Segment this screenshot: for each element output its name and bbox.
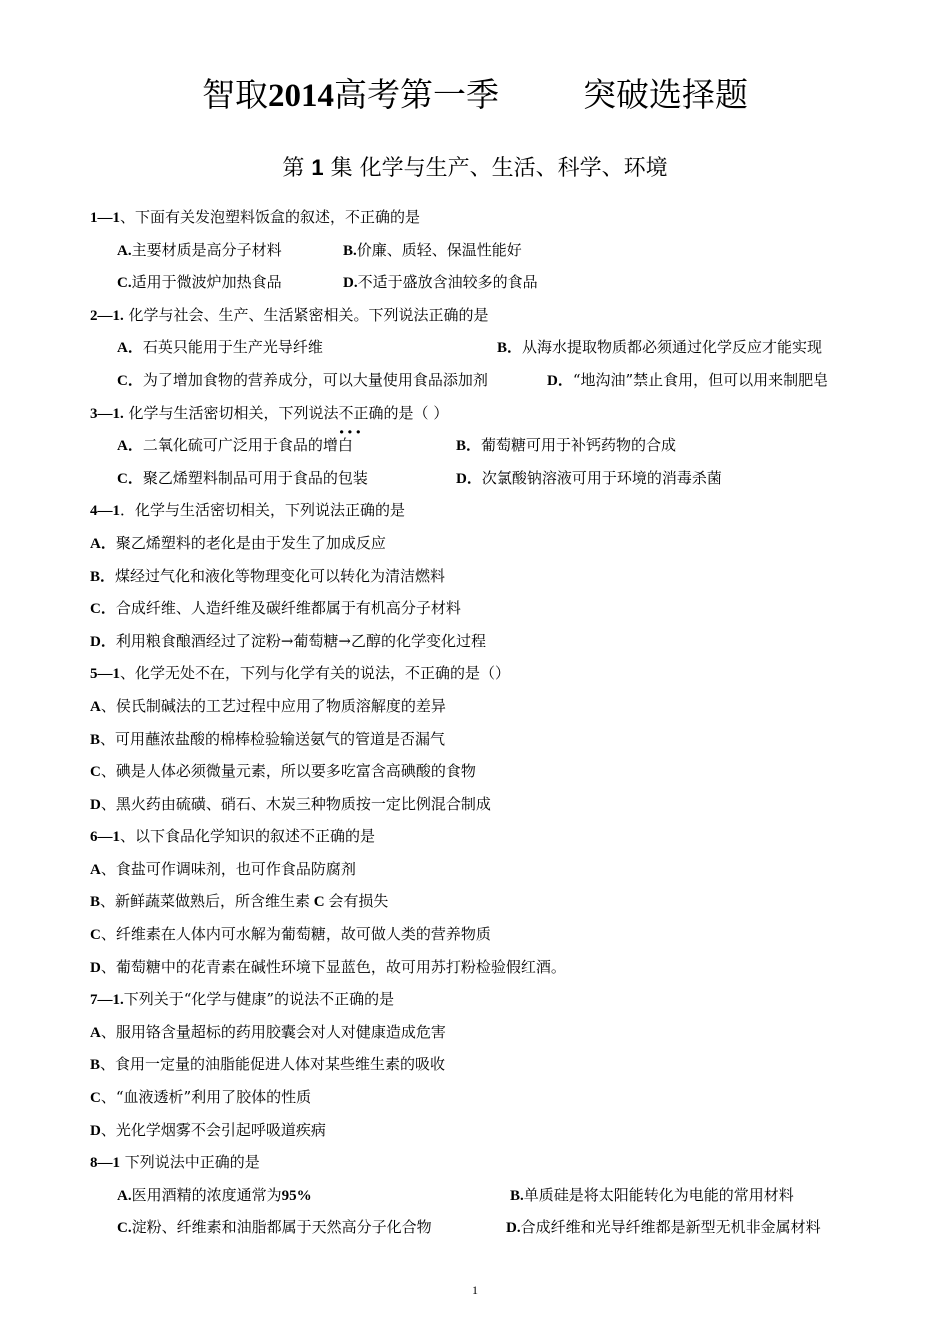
question-2-stem [90,299,890,332]
option-b: B、新鲜蔬菜做熟后，所含维生素 C 会有损失 [90,892,389,911]
question-text: 、化学无处不在，下列与化学有关的说法，不正确的是（） [120,664,511,683]
question-text: 下列说法中正确的是 [120,1153,260,1172]
question-2-options-row-2 [90,364,890,397]
question-text: 、下面有关发泡塑料饭盒的叙述，不正确的是 [120,208,421,226]
option-b: B．煤经过气化和液化等物理变化可以转化为清洁燃料 [90,566,446,585]
question-number: 8—1 [90,1155,120,1172]
question-text: 化学与社会、生产、生活紧密相关。下列说法正确的是 [123,305,489,324]
option-d: D.合成纤维和光导纤维都是新型无机非金属材料 [506,1218,821,1237]
question-text: 下列关于“化学与健康”的说法不正确的是 [123,990,395,1009]
option-a: A．聚乙烯塑料的老化是由于发生了加成反应 [90,533,386,552]
question-text: 、以下食品化学知识的叙述不正确的是 [120,827,376,846]
option-d: D、光化学烟雾不会引起呼吸道疾病 [90,1120,326,1139]
option-d: D．次氯酸钠溶液可用于环境的消毒杀菌 [456,468,722,487]
question-number: 5—1 [90,666,120,683]
question-7-stem [90,983,890,1016]
option-a: A．石英只能用于生产光导纤维 [117,338,323,357]
question-number: 3—1. [90,405,124,422]
option-b: B.价廉、质轻、保温性能好 [343,240,522,259]
option-b: B．从海水提取物质都必须通过化学反应才能实现 [497,338,823,357]
option-a: A.医用酒精的浓度通常为95% [117,1185,312,1204]
question-number: 7—1. [90,992,124,1009]
option-c: C、“血液透析”利用了胶体的性质 [90,1088,312,1107]
option-c: C．合成纤维、人造纤维及碳纤维都属于有机高分子材料 [90,599,461,618]
question-3-options-row-1 [90,429,890,462]
question-number: 6—1 [90,829,120,846]
question-number: 4—1 [90,503,120,520]
emphasis-dotted-text: 不正确 ··· [339,404,384,422]
question-3-stem [90,397,890,430]
option-b: B．葡萄糖可用于补钙药物的合成 [456,436,677,455]
document-subtitle [0,150,950,187]
page-number: 1 [472,1283,478,1297]
option-c: C．聚乙烯塑料制品可用于食品的包装 [117,468,368,487]
subtitle-prefix: 第 [282,156,305,181]
option-a: A、侯氏制碱法的工艺过程中应用了物质溶解度的差异 [90,696,446,715]
subtitle-suffix: 集 化学与生产、生活、科学、环境 [330,156,668,181]
option-d: D．“地沟油”禁止食用，但可以用来制肥皂 [547,370,829,389]
option-b: B、食用一定量的油脂能促进人体对某些维生素的吸收 [90,1055,446,1074]
question-list [90,201,890,1244]
question-8-options-row-1 [90,1179,890,1212]
option-c: C、纤维素在人体内可水解为葡萄糖，故可做人类的营养物质 [90,925,491,944]
question-1-options-row-2 [90,266,890,299]
option-b: B、可用蘸浓盐酸的棉棒检验输送氨气的管道是否漏气 [90,729,446,748]
option-d: D．利用粮食酿酒经过了淀粉→葡萄糖→乙醇的化学变化过程 [90,631,486,650]
question-5-stem [90,657,890,690]
option-d: D、葡萄糖中的花青素在碱性环境下显蓝色，故可用苏打粉检验假红酒。 [90,957,566,976]
question-text: ．化学与生活密切相关，下列说法正确的是 [120,501,406,520]
question-8-stem [90,1146,890,1179]
question-text-tail: 的是（ ） [383,403,449,422]
option-a: A．二氧化硫可广泛用于食品的增白 [117,436,353,455]
option-a: A、食盐可作调味剂，也可作食品防腐剂 [90,859,356,878]
title-year: 2014 [268,78,335,114]
question-number: 1—1 [90,210,120,226]
option-b: B.单质硅是将太阳能转化为电能的常用材料 [510,1185,794,1204]
option-a: A、服用铬含量超标的药用胶囊会对人对健康造成危害 [90,1022,446,1041]
question-4-stem [90,494,890,527]
question-text: 化学与生活密切相关，下列说法 [123,403,339,422]
option-c: C、碘是人体必须微量元素，所以要多吃富含高碘酸的食物 [90,762,476,781]
option-c: C.淀粉、纤维素和油脂都属于天然高分子化合物 [117,1218,432,1237]
question-8-options-row-2 [90,1211,890,1244]
document-title [0,70,950,121]
subtitle-number: 1 [311,155,324,180]
option-a: A.主要材质是高分子材料 [117,240,282,259]
option-d: D、黑火药由硫磺、硝石、木炭三种物质按一定比例混合制成 [90,794,491,813]
question-number: 2—1. [90,307,124,324]
question-6-stem [90,820,890,853]
title-suffix: 高考第一季 突破选择题 [334,75,748,114]
question-1-stem [90,201,890,234]
question-1-options-row-1 [90,234,890,267]
option-c: C.适用于微波炉加热食品 [117,273,282,292]
question-3-options-row-2 [90,462,890,495]
title-prefix: 智取 [202,75,269,114]
option-d: D.不适于盛放含油较多的食品 [343,273,538,292]
option-c: C．为了增加食物的营养成分，可以大量使用食品添加剂 [117,370,488,389]
question-2-options-row-1 [90,331,890,364]
